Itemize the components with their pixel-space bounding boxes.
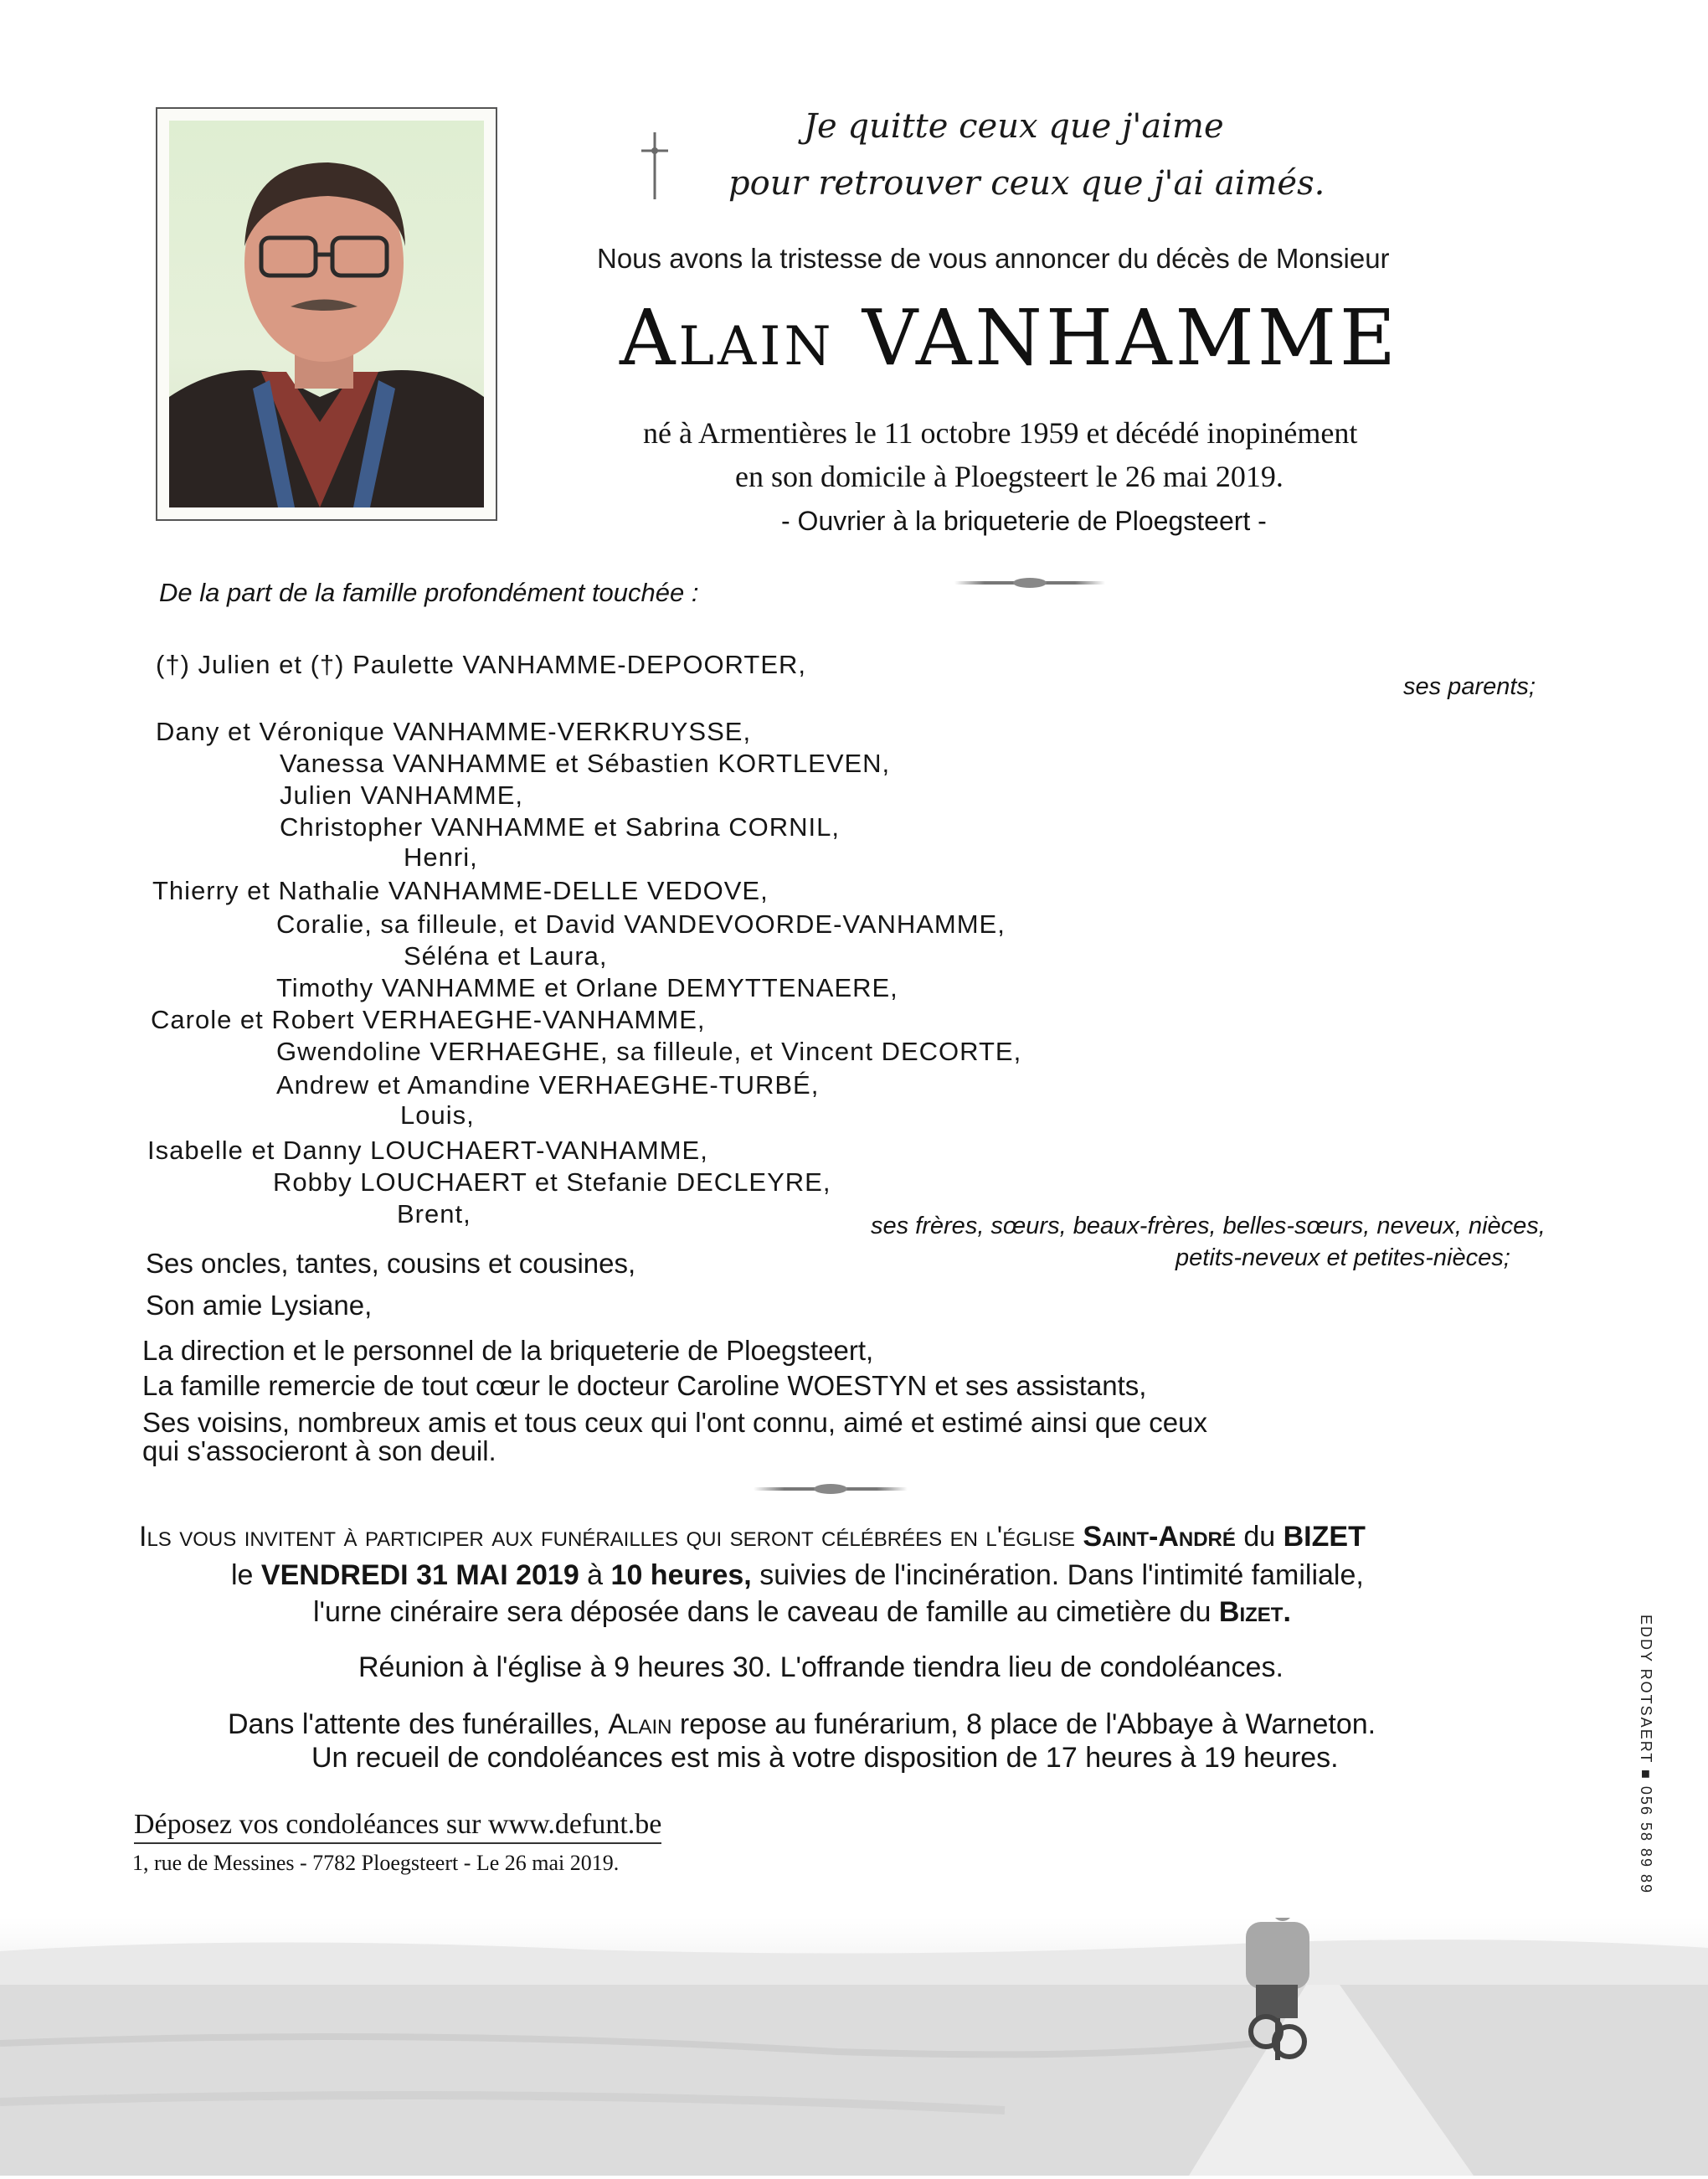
family-line: Brent, — [397, 1199, 471, 1229]
family-line: Christopher VANHAMME et Sabrina CORNIL, — [280, 812, 840, 842]
ornament-divider — [754, 1487, 908, 1491]
portrait-illustration — [169, 121, 484, 507]
portrait-photo — [169, 121, 484, 507]
death-line: en son domicile à Ploegsteert le 26 mai 2019. — [735, 460, 1284, 493]
last-name: VANHAMME — [862, 293, 1400, 383]
reunion-line: Réunion à l'église à 9 heures 30. L'offrande tiendra lieu de condoléances. — [358, 1651, 1284, 1683]
address-line: 1, rue de Messines - 7782 Ploegsteert - Le 26 mai 2019. — [132, 1851, 620, 1875]
printer-text: EDDY ROTSAERT ■ 056 58 89 89 — [1638, 1615, 1654, 1895]
invitation-line-1 — [139, 1521, 1366, 1553]
cemetery-place: Bizet. — [1218, 1596, 1291, 1628]
neighbors-line: Ses voisins, nombreux amis et tous ceux qui l'ont connu, aimé et estimé ainsi que ceux — [142, 1407, 1207, 1438]
invitation-text: l'urne cinéraire sera déposée dans le caveau de famille au cimetière du — [313, 1596, 1219, 1628]
thanks-line: La famille remercie de tout cœur le docteur Caroline WOESTYN et ses assistants, — [142, 1370, 1147, 1401]
invitation-text: à — [579, 1559, 611, 1591]
family-line: Andrew et Amandine VERHAEGHE-TURBÉ, — [276, 1070, 820, 1100]
church-name: Saint-André — [1083, 1521, 1236, 1553]
announcement: Nous avons la tristesse de vous annoncer du décès de Monsieur — [597, 243, 1390, 274]
parents-line: (†) Julien et (†) Paulette VANHAMME-DEPOORTER, — [156, 650, 806, 679]
occupation: - Ouvrier à la briqueterie de Ploegsteert - — [781, 506, 1267, 536]
portrait-frame — [156, 107, 497, 521]
family-line: Thierry et Nathalie VANHAMME-DELLE VEDOVE, — [152, 876, 769, 905]
invitation-line-3 — [313, 1596, 1291, 1629]
invitation-text: Ils vous invitent à participer aux funérailles qui seront célébrées en l'église — [139, 1521, 1083, 1553]
family-line: Carole et Robert VERHAEGHE-VANHAMME, — [151, 1005, 706, 1034]
family-intro: De la part de la famille profondément touchée : — [159, 578, 699, 607]
funerarium-line-1 — [228, 1708, 1376, 1741]
funerarium-text: repose au funérarium, 8 place de l'Abbaye à Warneton. — [671, 1708, 1376, 1740]
parents-role: ses parents; — [1403, 673, 1536, 700]
family-line: Henri, — [404, 842, 478, 872]
family-line: Louis, — [400, 1100, 475, 1130]
uncles-line: Ses oncles, tantes, cousins et cousines, — [146, 1248, 636, 1279]
invitation-text: du — [1235, 1521, 1284, 1553]
family-line: Robby LOUCHAERT et Stefanie DECLEYRE, — [273, 1167, 831, 1197]
condolences-website[interactable]: Déposez vos condoléances sur www.defunt.be — [134, 1809, 661, 1844]
direction-line: La direction et le personnel de la briqueterie de Ploegsteert, — [142, 1335, 874, 1366]
funeral-date: VENDREDI 31 MAI 2019 — [260, 1559, 579, 1591]
siblings-role-2: petits-neveux et petites-nièces; — [1176, 1244, 1510, 1271]
family-line: Séléna et Laura, — [404, 941, 608, 971]
birth-line: né à Armentières le 11 octobre 1959 et décédé inopinément — [643, 416, 1358, 450]
funeral-time: 10 heures, — [610, 1559, 752, 1591]
family-line: Timothy VANHAMME et Orlane DEMYTTENAERE, — [276, 973, 898, 1002]
deceased-first-name: Alain — [608, 1708, 672, 1740]
deceased-name — [620, 293, 1399, 383]
first-name: Alain — [620, 293, 835, 383]
family-line: Gwendoline VERHAEGHE, sa filleule, et Vincent DECORTE, — [276, 1037, 1022, 1066]
family-line: Julien VANHAMME, — [280, 780, 524, 810]
family-line: Coralie, sa filleule, et David VANDEVOORDE-VANHAMME, — [276, 909, 1006, 939]
neighbors-line-2: qui s'associeront à son deuil. — [142, 1435, 496, 1466]
family-line: Vanessa VANHAMME et Sébastien KORTLEVEN, — [280, 749, 891, 778]
family-line: Dany et Véronique VANHAMME-VERKRUYSSE, — [156, 717, 752, 746]
cross-icon — [636, 131, 673, 201]
invitation-line-2 — [231, 1559, 1364, 1592]
funerarium-text: Dans l'attente des funérailles, — [228, 1708, 609, 1740]
invitation-text: le — [231, 1559, 261, 1591]
printer-credit — [1631, 1615, 1656, 1899]
funerarium-line-2: Un recueil de condoléances est mis à votre disposition de 17 heures à 19 heures. — [311, 1742, 1339, 1774]
siblings-role-1: ses frères, sœurs, beaux-frères, belles-sœurs, neveux, nièces, — [871, 1213, 1546, 1239]
church-place: BIZET — [1283, 1521, 1366, 1553]
family-line: Isabelle et Danny LOUCHAERT-VANHAMME, — [147, 1136, 708, 1165]
friend-line: Son amie Lysiane, — [146, 1290, 373, 1321]
landscape-illustration — [0, 1918, 1708, 2176]
ornament-divider — [954, 581, 1105, 585]
invitation-text: suivies de l'incinération. Dans l'intimité familiale, — [751, 1559, 1364, 1591]
quote-line-2: pour retrouver ceux que j'ai aimés. — [728, 164, 1325, 203]
quote-line-1: Je quitte ceux que j'aime — [804, 107, 1224, 146]
